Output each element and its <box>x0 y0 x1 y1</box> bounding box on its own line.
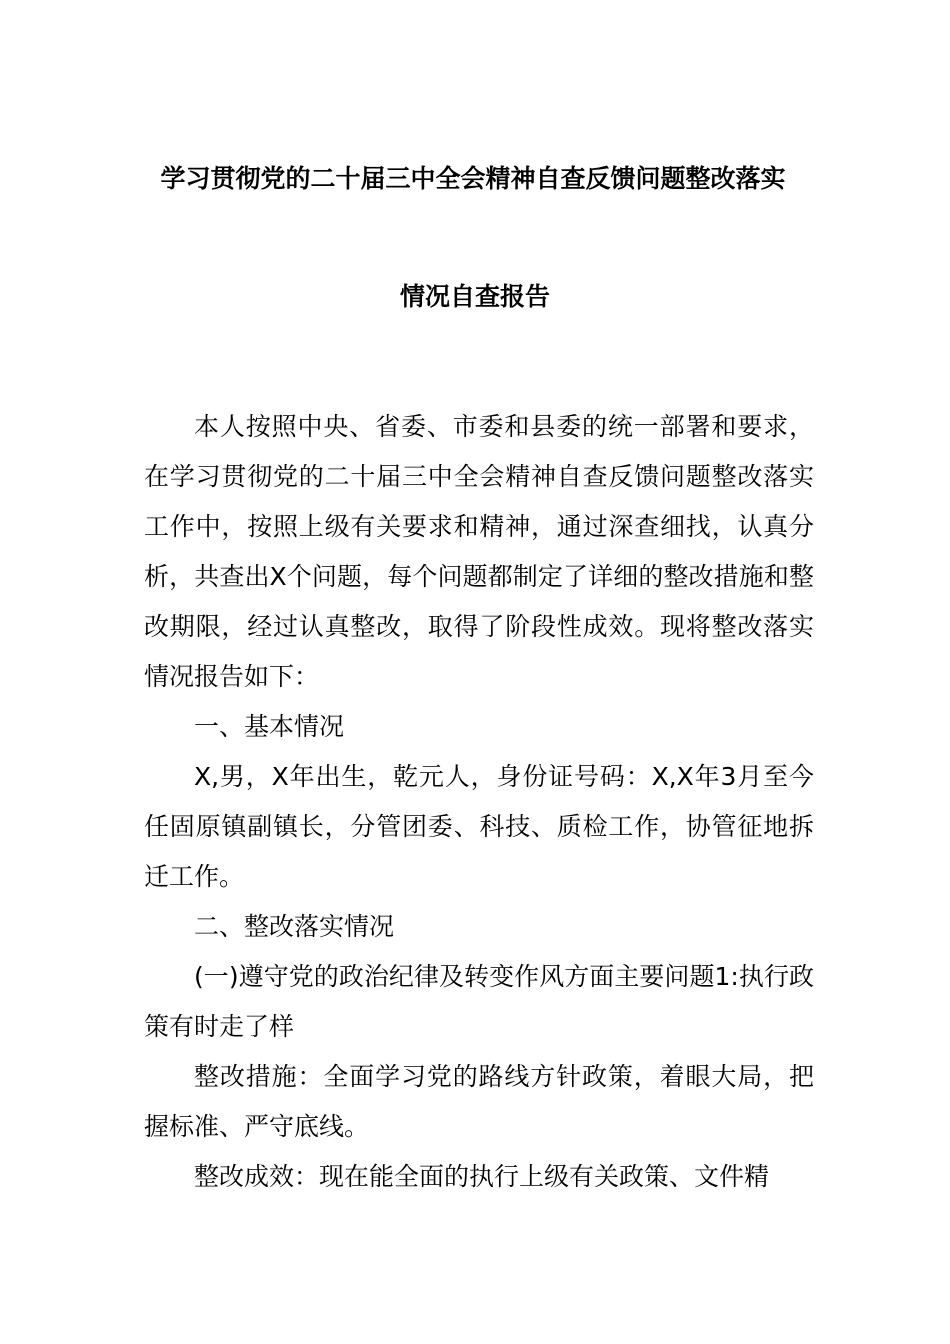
paragraph-basic-info: X,男，X年出生，乾元人，身份证号码：X,X年3月至今任固原镇副镇长，分管团委、科技、质检工作，协管征地拆迁工作。 <box>144 762 814 891</box>
section-heading-basic-info: 一、基本情况 <box>194 712 345 741</box>
paragraph-measures: 整改措施：全面学习党的路线方针政策，着眼大局，把握标准、严守底线。 <box>144 1062 814 1141</box>
paragraph-intro: 本人按照中央、省委、市委和县委的统一部署和要求，在学习贯彻党的二十届三中全会精神自查反馈问题整改落实工作中，按照上级有关要求和精神，通过深查细找，认真分析，共查出X个问题，每个问题都制定了详细的整改措施和整改期限，经过认真整改，取得了阶段性成效。现将整改落实情况报告如下： <box>144 412 814 691</box>
document-title-line-1: 学习贯彻党的二十届三中全会精神自查反馈问题整改落实 <box>160 164 786 193</box>
paragraph-results: 整改成效：现在能全面的执行上级有关政策、文件精 <box>194 1162 770 1191</box>
paragraph-issue-1: (一)遵守党的政治纪律及转变作风方面主要问题1:执行政策有时走了样 <box>144 962 814 1041</box>
document-title-line-2: 情况自查报告 <box>399 282 550 311</box>
document-body <box>144 402 814 1202</box>
section-heading-rectification: 二、整改落实情况 <box>194 912 395 941</box>
